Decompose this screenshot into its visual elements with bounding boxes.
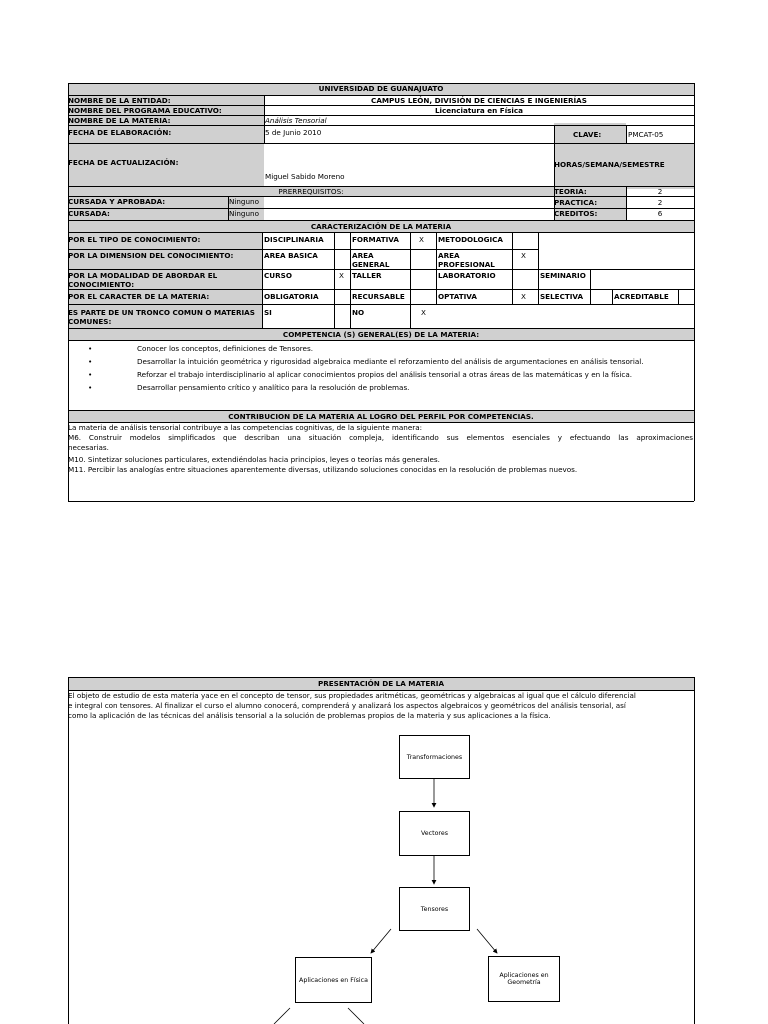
tronco-si: SI xyxy=(264,308,272,317)
entity-label: NOMBRE DE LA ENTIDAD: xyxy=(68,96,171,105)
author: Miguel Sabido Moreno xyxy=(265,172,345,181)
contribucion-line: necesarias. xyxy=(68,443,109,452)
course-info-table xyxy=(68,83,694,501)
caracterizacion-title: CARACTERIZACIÓN DE LA MATERIA xyxy=(310,222,452,231)
arrow-tensores-geometria xyxy=(477,929,497,953)
clave-label: CLAVE: xyxy=(573,130,602,139)
curso: CURSO xyxy=(264,271,292,280)
node-geometria xyxy=(488,956,560,1002)
creditos-value: 6 xyxy=(657,209,663,218)
elab-value: 5 de Junio 2010 xyxy=(265,128,322,137)
presentacion-section xyxy=(68,677,694,1024)
metodologica: METODOLOGICA xyxy=(438,235,503,244)
presentacion-line: como la aplicación de las técnicas del análisis tensorial a la solución de problemas propios de la materia y sus aplicaciones a la física. xyxy=(68,711,551,720)
acreditable: ACREDITABLE xyxy=(614,292,669,301)
presentacion-line: El objeto de estudio de esta materia yace en el concepto de tensor, sus propiedades aritméticas, geométricas y algebraicas al igual que el cálculo diferencial xyxy=(68,691,636,700)
node-vectores: Vectores xyxy=(399,811,470,856)
seminario: SEMINARIO xyxy=(540,271,586,280)
arrow-tensores-fisica xyxy=(371,929,391,953)
node-fisica: Aplicaciones en Física xyxy=(295,957,372,1003)
tronco-label-2: COMUNES: xyxy=(68,317,112,326)
cursada-aprobada-value: Ninguno xyxy=(229,197,259,206)
creditos-label: CREDITOS: xyxy=(554,209,598,218)
presentacion-title: PRESENTACIÓN DE LA MATERIA xyxy=(317,679,445,688)
modalidad-label-1: POR LA MODALIDAD DE ABORDAR EL xyxy=(68,271,218,280)
obligatoria: OBLIGATORIA xyxy=(264,292,319,301)
teoria-value: 2 xyxy=(657,187,663,196)
recursable: RECURSABLE xyxy=(352,292,405,301)
teoria-label: TEORIA: xyxy=(554,187,587,196)
profesional-mark: X xyxy=(521,251,526,260)
entity-value: CAMPUS LEÓN, DIVISIÓN DE CIENCIAS E INGENIERÍAS xyxy=(371,96,587,105)
prereq-label: PRERREQUISITOS: xyxy=(278,187,344,196)
practica-label: PRACTICA: xyxy=(554,198,598,207)
bullet: • xyxy=(88,383,93,392)
bullet: • xyxy=(88,344,93,353)
formativa: FORMATIVA xyxy=(352,235,399,244)
contribucion-line: M11. Percibir las analogías entre situaciones aparentemente diversas, utilizando soluciones conocidas en la resolución de problemas nuevos. xyxy=(68,465,578,474)
competencia-item: Desarrollar la intuición geométrica y rigurosidad algebraica mediante el reforzamiento del análisis de argumentaciones en análisis tensorial. xyxy=(137,357,644,366)
modalidad-label-2: CONOCIMIENTO: xyxy=(68,280,135,289)
area-profesional-1: AREA xyxy=(438,251,460,260)
contribucion-line: La materia de análisis tensorial contribuye a las competencias cognitivas, de la siguiente manera: xyxy=(68,423,423,432)
hours-label: HORAS/SEMANA/SEMESTRE xyxy=(554,160,665,169)
optativa: OPTATIVA xyxy=(438,292,477,301)
clave-value: PMCAT-05 xyxy=(628,130,664,139)
bullet: • xyxy=(88,370,93,379)
line-fisica-left xyxy=(274,1008,290,1024)
area-general-2: GENERAL xyxy=(352,260,390,269)
presentacion-line: e integral con tensores. Al finalizar el curso el alumno conocerá, comprenderá y analizará los aspectos algebraicos y geométricos del análisis tensorial, así xyxy=(68,701,626,710)
competencia-item: Reforzar el trabajo interdisciplinario al aplicar conocimientos propios del análisis tensorial a otras áreas de las matemáticas y en la física. xyxy=(137,370,633,379)
area-profesional-2: PROFESIONAL xyxy=(438,260,495,269)
area-basica: AREA BASICA xyxy=(264,251,318,260)
caracter-label: POR EL CARACTER DE LA MATERIA: xyxy=(68,292,210,301)
tronco-no-mark: X xyxy=(421,308,426,317)
node-geometria-line1: Aplicaciones en xyxy=(499,972,549,979)
subject-label: NOMBRE DE LA MATERIA: xyxy=(68,116,171,125)
program-value: Licenciatura en Física xyxy=(434,106,524,115)
node-geometria-line2: Geometría xyxy=(507,979,541,986)
cursada-label: CURSADA: xyxy=(68,209,110,218)
selectiva: SELECTIVA xyxy=(540,292,584,301)
bullet: • xyxy=(88,357,93,366)
tronco-no: NO xyxy=(352,308,365,317)
program-label: NOMBRE DEL PROGRAMA EDUCATIVO: xyxy=(68,106,222,115)
line-fisica-right xyxy=(348,1008,364,1024)
tipo-label: POR EL TIPO DE CONOCIMIENTO: xyxy=(68,235,201,244)
disciplinaria: DISCIPLINARIA xyxy=(264,235,324,244)
formativa-mark: X xyxy=(419,235,424,244)
practica-value: 2 xyxy=(657,198,663,207)
dimension-label: POR LA DIMENSION DEL CONOCIMIENTO: xyxy=(68,251,234,260)
contribucion-line: M6. Construir modelos simplificados que describan una situación compleja, identificando sus elementos esenciales y efectuando las aproximaciones xyxy=(68,433,693,442)
tronco-label-1: ES PARTE DE UN TRONCO COMUN O MATERIAS xyxy=(68,308,255,317)
optativa-mark: X xyxy=(521,292,526,301)
university-title: UNIVERSIDAD DE GUANAJUATO xyxy=(318,84,444,93)
subject-value: Análisis Tensorial xyxy=(265,116,327,125)
contribucion-title: CONTRIBUCION DE LA MATERIA AL LOGRO DEL PERFIL POR COMPETENCIAS. xyxy=(228,412,534,421)
elab-label: FECHA DE ELABORACIÓN: xyxy=(68,128,172,137)
laboratorio: LABORATORIO xyxy=(438,271,496,280)
cursada-aprobada-label: CURSADA Y APROBADA: xyxy=(68,197,166,206)
competencias-title: COMPETENCIA (S) GENERAL(ES) DE LA MATERIA: xyxy=(282,330,480,339)
concept-diagram xyxy=(68,677,694,1024)
competencia-item: Desarrollar pensamiento crítico y analítico para la resolución de problemas. xyxy=(137,383,410,392)
curso-mark: X xyxy=(339,271,344,280)
competencia-item: Conocer los conceptos, definiciones de Tensores. xyxy=(137,344,313,353)
node-transformaciones: Transformaciones xyxy=(399,735,470,779)
update-label: FECHA DE ACTUALIZACIÓN: xyxy=(68,158,179,167)
area-general-1: AREA xyxy=(352,251,374,260)
node-tensores: Tensores xyxy=(399,887,470,931)
contribucion-line: M10. Sintetizar soluciones particulares, extendiéndolas hacia principios, leyes o teorías más generales. xyxy=(68,455,440,464)
taller: TALLER xyxy=(352,271,382,280)
cursada-value: Ninguno xyxy=(229,209,259,218)
